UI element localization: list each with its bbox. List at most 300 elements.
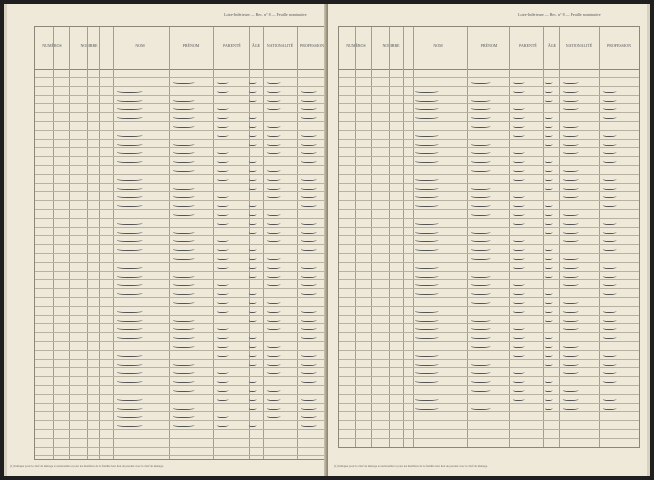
handwritten-entry [470, 281, 491, 286]
row-rule [35, 121, 327, 122]
handwritten-entry [172, 211, 195, 216]
handwritten-entry [512, 237, 525, 242]
handwritten-entry [602, 246, 617, 251]
row-rule [339, 112, 639, 113]
handwritten-entry [562, 167, 579, 172]
handwritten-entry [216, 246, 229, 251]
handwritten-entry [300, 97, 317, 102]
handwritten-entry [470, 167, 491, 172]
handwritten-entry [470, 185, 491, 190]
left-header-parente: PARENTÉ [223, 43, 241, 48]
handwritten-entry [248, 88, 257, 93]
handwritten-entry [116, 97, 143, 102]
handwritten-entry [300, 246, 317, 251]
handwritten-entry [300, 176, 317, 181]
handwritten-entry [512, 123, 525, 128]
handwritten-entry [248, 387, 257, 392]
handwritten-entry [544, 352, 553, 357]
row-rule [339, 288, 639, 289]
handwritten-entry [414, 185, 439, 190]
handwritten-entry [266, 369, 281, 374]
handwritten-entry [248, 422, 257, 427]
handwritten-entry [602, 97, 617, 102]
handwritten-entry [266, 193, 281, 198]
handwritten-entry [300, 378, 317, 383]
handwritten-entry [470, 158, 491, 163]
handwritten-entry [248, 334, 257, 339]
handwritten-entry [300, 290, 317, 295]
handwritten-entry [512, 352, 525, 357]
handwritten-entry [300, 149, 317, 154]
row-rule [339, 77, 639, 78]
handwritten-entry [172, 369, 195, 374]
handwritten-entry [602, 220, 617, 225]
handwritten-entry [470, 114, 491, 119]
handwritten-entry [414, 369, 439, 374]
handwritten-entry [216, 281, 229, 286]
handwritten-entry [216, 167, 229, 172]
handwritten-entry [562, 369, 579, 374]
handwritten-entry [116, 273, 143, 278]
handwritten-entry [602, 264, 617, 269]
register-spread [4, 4, 650, 476]
handwritten-entry [470, 105, 491, 110]
handwritten-entry [116, 105, 143, 110]
handwritten-entry [216, 343, 229, 348]
row-rule [339, 165, 639, 166]
handwritten-entry [116, 88, 143, 93]
handwritten-entry [470, 229, 491, 234]
handwritten-entry [544, 79, 553, 84]
row-rule [35, 297, 327, 298]
handwritten-entry [216, 325, 229, 330]
handwritten-entry [300, 422, 317, 427]
handwritten-entry [470, 255, 491, 260]
handwritten-entry [562, 343, 579, 348]
column-rule [467, 27, 468, 447]
handwritten-entry [562, 193, 579, 198]
handwritten-entry [414, 396, 439, 401]
handwritten-entry [216, 264, 229, 269]
handwritten-entry [248, 123, 257, 128]
handwritten-entry [414, 264, 439, 269]
handwritten-entry [512, 387, 525, 392]
handwritten-entry [602, 237, 617, 242]
handwritten-entry [248, 308, 257, 313]
row-rule [35, 183, 327, 184]
handwritten-entry [602, 290, 617, 295]
handwritten-entry [300, 413, 317, 418]
handwritten-entry [248, 317, 257, 322]
right-header-nationalite: NATIONALITÉ [565, 43, 593, 48]
handwritten-entry [562, 97, 579, 102]
handwritten-entry [300, 273, 317, 278]
handwritten-entry [562, 325, 579, 330]
handwritten-entry [470, 202, 491, 207]
handwritten-entry [266, 255, 281, 260]
handwritten-entry [414, 361, 439, 366]
left-header-nombre: NOMBRE [80, 43, 98, 48]
row-rule [339, 121, 639, 122]
handwritten-entry [248, 255, 257, 260]
handwritten-entry [300, 132, 317, 137]
handwritten-entry [414, 149, 439, 154]
left-header-nationalite: NATIONALITÉ [266, 43, 294, 48]
handwritten-entry [172, 105, 195, 110]
handwritten-entry [266, 88, 281, 93]
handwritten-entry [602, 325, 617, 330]
handwritten-entry [544, 334, 553, 339]
row-rule [339, 367, 639, 368]
right-edge [647, 4, 650, 476]
handwritten-entry [544, 176, 553, 181]
handwritten-entry [172, 185, 195, 190]
left-running-head: Loire-Inférieure — Rec. n° 8 — Feuille nominative [224, 12, 307, 17]
handwritten-entry [266, 167, 281, 172]
row-rule [339, 420, 639, 421]
handwritten-entry [266, 361, 281, 366]
row-rule [339, 403, 639, 404]
handwritten-entry [602, 149, 617, 154]
handwritten-entry [266, 105, 281, 110]
handwritten-entry [172, 149, 195, 154]
handwritten-entry [544, 185, 553, 190]
handwritten-entry [544, 299, 553, 304]
handwritten-entry [216, 378, 229, 383]
handwritten-entry [116, 237, 143, 242]
handwritten-entry [544, 167, 553, 172]
handwritten-entry [512, 255, 525, 260]
row-rule [35, 429, 327, 430]
right-register-table [338, 26, 640, 448]
handwritten-entry [248, 273, 257, 278]
row-rule [339, 297, 639, 298]
handwritten-entry [300, 264, 317, 269]
column-rule [355, 27, 356, 447]
handwritten-entry [602, 396, 617, 401]
handwritten-entry [562, 405, 579, 410]
handwritten-entry [216, 211, 229, 216]
handwritten-entry [562, 237, 579, 242]
handwritten-entry [414, 132, 439, 137]
handwritten-entry [216, 396, 229, 401]
handwritten-entry [562, 396, 579, 401]
handwritten-entry [470, 290, 491, 295]
handwritten-entry [172, 114, 195, 119]
right-header-profession: PROFESSION [606, 43, 631, 48]
handwritten-entry [414, 158, 439, 163]
handwritten-entry [172, 325, 195, 330]
handwritten-entry [216, 158, 229, 163]
handwritten-entry [116, 132, 143, 137]
handwritten-entry [172, 317, 195, 322]
row-rule [339, 156, 639, 157]
handwritten-entry [414, 176, 439, 181]
handwritten-entry [544, 290, 553, 295]
handwritten-entry [544, 387, 553, 392]
handwritten-entry [602, 202, 617, 207]
handwritten-entry [300, 105, 317, 110]
handwritten-entry [602, 405, 617, 410]
row-rule [35, 359, 327, 360]
left-header-nom: NOM [135, 43, 145, 48]
row-rule [339, 235, 639, 236]
handwritten-entry [248, 132, 257, 137]
handwritten-entry [562, 308, 579, 313]
handwritten-entry [266, 211, 281, 216]
handwritten-entry [172, 158, 195, 163]
row-rule [339, 429, 639, 430]
right-header-prenom: PRÉNOM [480, 43, 498, 48]
handwritten-entry [562, 273, 579, 278]
handwritten-entry [248, 97, 257, 102]
handwritten-entry [116, 176, 143, 181]
handwritten-entry [216, 308, 229, 313]
handwritten-entry [300, 317, 317, 322]
handwritten-entry [512, 281, 525, 286]
handwritten-entry [414, 97, 439, 102]
row-rule [35, 77, 327, 78]
row-rule [339, 130, 639, 131]
handwritten-entry [266, 149, 281, 154]
handwritten-entry [248, 167, 257, 172]
handwritten-entry [470, 334, 491, 339]
handwritten-entry [512, 334, 525, 339]
handwritten-entry [414, 378, 439, 383]
handwritten-entry [414, 334, 439, 339]
handwritten-entry [512, 105, 525, 110]
handwritten-entry [414, 105, 439, 110]
handwritten-entry [216, 193, 229, 198]
handwritten-entry [116, 325, 143, 330]
left-header-numeros: NUMÉROS [42, 43, 62, 48]
handwritten-entry [172, 246, 195, 251]
handwritten-entry [602, 132, 617, 137]
row-rule [339, 183, 639, 184]
handwritten-entry [602, 88, 617, 93]
handwritten-entry [266, 237, 281, 242]
handwritten-entry [602, 193, 617, 198]
handwritten-entry [414, 141, 439, 146]
handwritten-entry [470, 343, 491, 348]
handwritten-entry [266, 123, 281, 128]
handwritten-entry [116, 185, 143, 190]
handwritten-entry [266, 132, 281, 137]
handwritten-entry [248, 114, 257, 119]
handwritten-entry [172, 273, 195, 278]
row-rule [35, 253, 327, 254]
handwritten-entry [300, 308, 317, 313]
handwritten-entry [116, 290, 143, 295]
handwritten-entry [266, 352, 281, 357]
handwritten-entry [300, 202, 317, 207]
handwritten-entry [248, 141, 257, 146]
handwritten-entry [512, 299, 525, 304]
handwritten-entry [116, 281, 143, 286]
handwritten-entry [300, 114, 317, 119]
handwritten-entry [512, 290, 525, 295]
handwritten-entry [544, 97, 553, 102]
row-rule [339, 147, 639, 148]
handwritten-entry [544, 141, 553, 146]
row-rule [339, 306, 639, 307]
handwritten-entry [470, 141, 491, 146]
handwritten-entry [216, 149, 229, 154]
column-rule [403, 27, 404, 447]
handwritten-entry [248, 378, 257, 383]
handwritten-entry [414, 246, 439, 251]
handwritten-entry [266, 413, 281, 418]
right-header-numeros: NUMÉROS [346, 43, 366, 48]
handwritten-entry [544, 273, 553, 278]
handwritten-entry [216, 237, 229, 242]
handwritten-entry [470, 378, 491, 383]
handwritten-entry [470, 369, 491, 374]
handwritten-entry [562, 317, 579, 322]
handwritten-entry [172, 299, 195, 304]
row-rule [339, 103, 639, 104]
handwritten-entry [266, 387, 281, 392]
handwritten-entry [602, 273, 617, 278]
handwritten-entry [248, 290, 257, 295]
handwritten-entry [562, 281, 579, 286]
handwritten-entry [470, 97, 491, 102]
handwritten-entry [172, 255, 195, 260]
handwritten-entry [116, 193, 143, 198]
handwritten-entry [544, 114, 553, 119]
handwritten-entry [216, 79, 229, 84]
handwritten-entry [216, 123, 229, 128]
handwritten-entry [544, 255, 553, 260]
handwritten-entry [562, 264, 579, 269]
row-rule [35, 350, 327, 351]
handwritten-entry [300, 88, 317, 93]
handwritten-entry [470, 325, 491, 330]
handwritten-entry [266, 229, 281, 234]
handwritten-entry [562, 361, 579, 366]
handwritten-entry [300, 158, 317, 163]
handwritten-entry [248, 343, 257, 348]
row-rule [35, 271, 327, 272]
handwritten-entry [562, 176, 579, 181]
handwritten-entry [266, 220, 281, 225]
handwritten-entry [512, 88, 525, 93]
row-rule [339, 332, 639, 333]
handwritten-entry [116, 352, 143, 357]
handwritten-entry [602, 229, 617, 234]
handwritten-entry [266, 176, 281, 181]
row-rule [35, 95, 327, 96]
handwritten-entry [216, 387, 229, 392]
handwritten-entry [300, 229, 317, 234]
row-rule [339, 244, 639, 245]
handwritten-entry [172, 193, 195, 198]
handwritten-entry [216, 422, 229, 427]
handwritten-entry [216, 334, 229, 339]
handwritten-entry [300, 405, 317, 410]
handwritten-entry [414, 325, 439, 330]
left-header-prenom: PRÉNOM [182, 43, 200, 48]
handwritten-entry [216, 255, 229, 260]
handwritten-entry [248, 396, 257, 401]
handwritten-entry [248, 405, 257, 410]
handwritten-entry [300, 141, 317, 146]
handwritten-entry [116, 114, 143, 119]
row-rule [339, 253, 639, 254]
handwritten-entry [602, 352, 617, 357]
left-edge [4, 4, 7, 476]
handwritten-entry [602, 378, 617, 383]
handwritten-entry [216, 299, 229, 304]
handwritten-entry [544, 396, 553, 401]
row-rule [35, 315, 327, 316]
handwritten-entry [544, 211, 553, 216]
handwritten-entry [512, 396, 525, 401]
handwritten-entry [562, 255, 579, 260]
row-rule [339, 411, 639, 412]
handwritten-entry [562, 141, 579, 146]
handwritten-entry [602, 334, 617, 339]
right-header-parente: PARENTÉ [519, 43, 537, 48]
handwritten-entry [562, 105, 579, 110]
handwritten-entry [300, 325, 317, 330]
row-rule [35, 227, 327, 228]
handwritten-entry [116, 369, 143, 374]
handwritten-entry [512, 193, 525, 198]
handwritten-entry [300, 193, 317, 198]
handwritten-entry [248, 264, 257, 269]
handwritten-entry [470, 149, 491, 154]
handwritten-entry [470, 79, 491, 84]
handwritten-entry [512, 79, 525, 84]
handwritten-entry [116, 149, 143, 154]
handwritten-entry [172, 405, 195, 410]
row-rule [339, 376, 639, 377]
handwritten-entry [266, 343, 281, 348]
handwritten-entry [172, 378, 195, 383]
right-table-header [339, 27, 639, 70]
handwritten-entry [544, 202, 553, 207]
handwritten-entry [544, 378, 553, 383]
handwritten-entry [248, 352, 257, 357]
row-rule [35, 455, 327, 456]
handwritten-entry [562, 88, 579, 93]
handwritten-entry [414, 220, 439, 225]
handwritten-entry [512, 369, 525, 374]
handwritten-entry [172, 343, 195, 348]
handwritten-entry [602, 185, 617, 190]
handwritten-entry [414, 405, 439, 410]
handwritten-entry [266, 141, 281, 146]
handwritten-entry [266, 273, 281, 278]
handwritten-entry [266, 396, 281, 401]
handwritten-entry [562, 211, 579, 216]
handwritten-entry [512, 167, 525, 172]
handwritten-entry [248, 158, 257, 163]
handwritten-entry [512, 308, 525, 313]
handwritten-entry [602, 317, 617, 322]
handwritten-entry [216, 369, 229, 374]
row-rule [35, 139, 327, 140]
handwritten-entry [512, 132, 525, 137]
handwritten-entry [116, 396, 143, 401]
handwritten-entry [116, 308, 143, 313]
handwritten-entry [116, 202, 143, 207]
handwritten-entry [562, 79, 579, 84]
handwritten-entry [544, 123, 553, 128]
row-rule [339, 209, 639, 210]
handwritten-entry [414, 202, 439, 207]
